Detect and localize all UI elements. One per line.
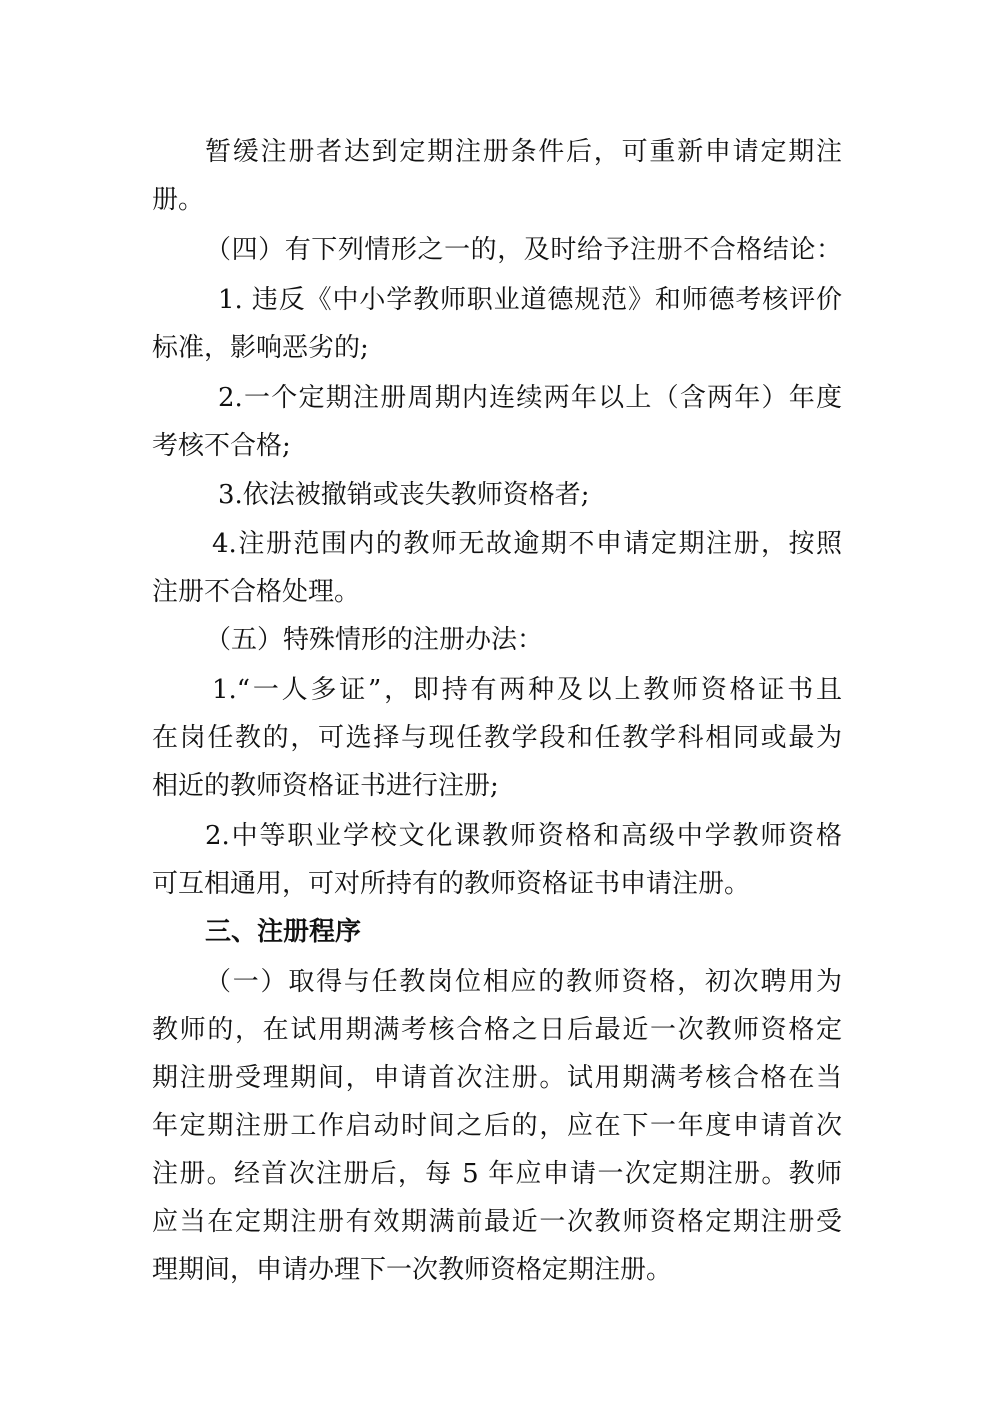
paragraph-line: （一）取得与任教岗位相应的教师资格，初次聘用为: [205, 967, 842, 997]
list-item-line: 考核不合格;: [152, 431, 291, 461]
paragraph-line: 年定期注册工作启动时间之后的，应在下一年度申请首次: [152, 1111, 842, 1141]
list-item-line: 可互相通用，可对所持有的教师资格证书申请注册。: [152, 869, 751, 899]
paragraph-line: 期注册受理期间，申请首次注册。试用期满考核合格在当: [152, 1063, 842, 1093]
list-item-line: 3.依法被撤销或丧失教师资格者;: [218, 480, 590, 510]
list-item-line: 1.“一人多证”，即持有两种及以上教师资格证书且: [212, 675, 842, 705]
paragraph-line: 应当在定期注册有效期满前最近一次教师资格定期注册受: [152, 1207, 842, 1237]
paragraph-line: 暂缓注册者达到定期注册条件后，可重新申请定期注: [205, 137, 842, 167]
section-heading-five: （五）特殊情形的注册办法：: [205, 625, 544, 655]
list-item-line: 1. 违反《中小学教师职业道德规范》和师德考核评价: [218, 285, 842, 315]
list-item-line: 相近的教师资格证书进行注册;: [152, 771, 499, 801]
paragraph-line: 注册。经首次注册后，每 5 年应申请一次定期注册。教师: [152, 1159, 842, 1189]
paragraph-line: 理期间，申请办理下一次教师资格定期注册。: [152, 1255, 673, 1285]
list-item-line: 2.一个定期注册周期内连续两年以上（含两年）年度: [218, 383, 842, 413]
list-item-line: 4.注册范围内的教师无故逾期不申请定期注册，按照: [212, 529, 842, 559]
list-item-line: 注册不合格处理。: [152, 577, 361, 607]
list-item-line: 在岗任教的，可选择与现任教学段和任教学科相同或最为: [152, 723, 842, 753]
list-item-line: 标准，影响恶劣的;: [152, 333, 369, 363]
paragraph-line: 册。: [152, 185, 205, 215]
list-item-line: 2.中等职业学校文化课教师资格和高级中学教师资格: [205, 821, 842, 851]
paragraph-line: 教师的，在试用期满考核合格之日后最近一次教师资格定: [152, 1015, 842, 1045]
section-heading-four: （四）有下列情形之一的，及时给予注册不合格结论：: [205, 235, 842, 265]
section-heading-three: 三、注册程序: [205, 917, 362, 947]
